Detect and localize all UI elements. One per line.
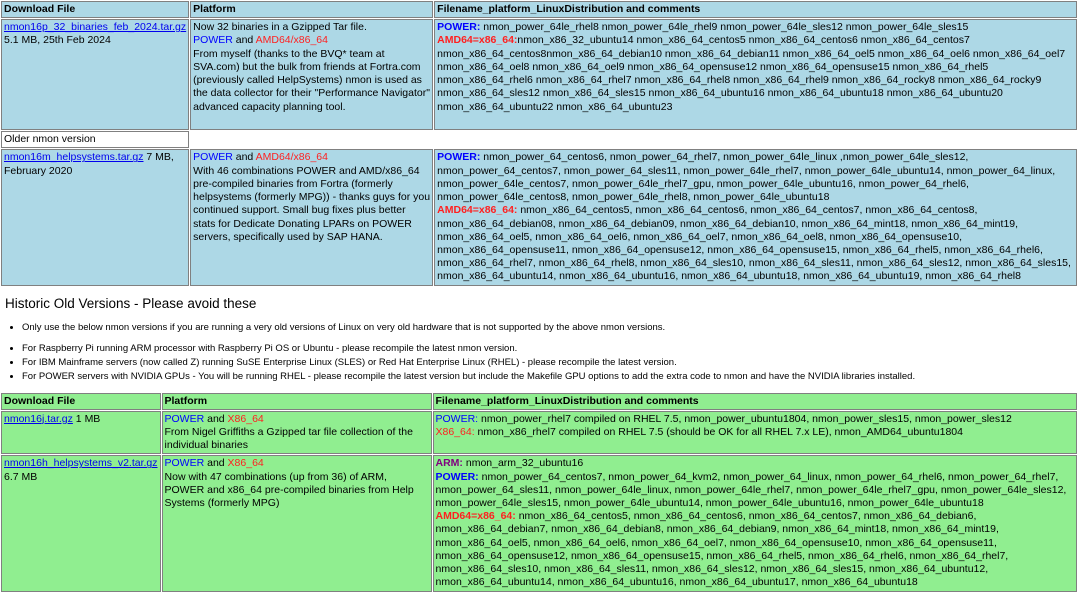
- x86-list: nmon_x86_rhel7 compiled on RHEL 7.5 (should be OK for all RHEL 7.x LE), nmon_AMD64_ubuntu1804: [474, 425, 963, 438]
- download-link-nmon16j[interactable]: nmon16j.tar.gz: [4, 412, 73, 425]
- platform-desc: From Nigel Griffiths a Gzipped tar file collection of the individual binaries: [164, 425, 413, 452]
- file-meta: 1 MB: [72, 412, 101, 425]
- power-label: POWER:: [437, 21, 481, 34]
- x86-label: X86_64:: [435, 425, 475, 438]
- table-row: [1, 411, 1077, 455]
- platform-x86: X86_64: [227, 412, 264, 425]
- platform-cell: [190, 149, 433, 285]
- amd-label: AMD64=x86_64:: [437, 204, 518, 217]
- amd-label: AMD64=x86_64:: [435, 510, 516, 523]
- older-version-label: Older nmon version: [1, 131, 189, 148]
- platform-desc: Now with 47 combinations (up from 36) of ARM, POWER and x86_64 pre-compiled binaries from Help Systems (formerly MPG): [164, 470, 414, 510]
- arm-list: nmon_arm_32_ubuntu16: [462, 457, 584, 470]
- list-item: • For Raspberry Pi running ARM processor with Raspberry Pi OS or Ubuntu - please recompile the latest nmon version.: [22, 343, 1080, 355]
- table-header-row: [1, 1, 1077, 18]
- download-link-nmon16p[interactable]: nmon16p_32_binaries_feb_2024.tar.gz: [4, 21, 187, 34]
- amd-list: nmon_x86_32_ubuntu14 nmon_x86_64_centos5 nmon_x86_64_centos6 nmon_x86_64_centos7 nmon_x86_64_centos8nmon_x86_64_debian10 nmon_x86_64_debian11 nmon_x86_64_oel5 nmon_x86_64_oel6 nmon_x86_64_oel7 nmon_x86_64_oel8 nmon_x86_64_oel9 nmon_x86_64_opensuse12 nmon_x86_64_opensuse15 nmon_x86_64_rhel5 nmon_x86_64_rhel6 nmon_x86_64_rhel7 nmon_x86_64_rhel8 nmon_x86_64_rhel9 nmon_x86_64_rocky8 nmon_x86_64_rocky9 nmon_x86_64_sles12 nmon_x86_64_sles15 nmon_x86_64_ubuntu16 nmon_x86_64_ubuntu18 nmon_x86_64_ubuntu20 nmon_x86_64_ubuntu22 nmon_x86_64_ubuntu23: [437, 34, 1066, 113]
- arm-label: ARM:: [435, 457, 463, 470]
- col-filename: Filename_platform_LinuxDistribution and comments: [434, 1, 1077, 18]
- amd-list: nmon_x86_64_centos5, nmon_x86_64_centos6, nmon_x86_64_centos7, nmon_x86_64_debian6, nmon_x86_64_debian7, nmon_x86_64_debian8, nmon_x86_64_debian9, nmon_x86_64_mint18, nmon_x86_64_mint19, nmon_x86_64_oel5, nmon_x86_64_oel6, nmon_x86_64_oel7, nmon_x86_64_opensuse10, nmon_x86_64_opensuse11, nmon_x86_64_opensuse12, nmon_x86_64_opensuse15, nmon_x86_64_rhel5, nmon_x86_64_rhel6, nmon_x86_64_rhel7, nmon_x86_64_sles10, nmon_x86_64_sles11, nmon_x86_64_sles12, nmon_x86_64_sles15, nmon_x86_64_ubuntu12, nmon_x86_64_ubuntu14, nmon_x86_64_ubuntu16, nmon_x86_64_ubuntu17, nmon_x86_64_ubuntu18: [435, 510, 1009, 589]
- platform-power: POWER: [164, 457, 205, 470]
- list-item: • For IBM Mainframe servers (now called Z) running SuSE Enterprise Linux (SLES) or Red Hat Enterprise Linux (RHEL) - please recompile the latest version.: [22, 357, 1080, 369]
- col-platform: Platform: [162, 393, 432, 410]
- historic-heading: Historic Old Versions - Please avoid these: [5, 295, 257, 311]
- historic-downloads-table: [0, 392, 1078, 593]
- download-cell: [1, 411, 161, 455]
- platform-and: and: [204, 412, 228, 425]
- list-item: • Only use the below nmon versions if you are running a very old versions of Linux on very old hardware that is not supported by the above nmon versions.: [22, 322, 1080, 334]
- power-list: nmon_power_64_centos6, nmon_power_64_rhel7, nmon_power_64le_linux ,nmon_power_64le_sles12, nmon_power_64_centos7, nmon_power_64_sles11, nmon_power_64le_rhel7, nmon_power_64le_ubuntu14, nmon_power_64_linux, nmon_power_64le_centos7, nmon_power_64le_rhel7_gpu, nmon_power_64le_ubuntu16, nmon_power_64_rhel6, nmon_power_64le_centos8, nmon_power_64le_rhel8, nmon_power_64le_ubuntu18: [437, 151, 1056, 204]
- file-meta: 5.1 MB, 25th Feb 2024: [4, 34, 111, 47]
- table-row: [1, 19, 1077, 130]
- col-platform: Platform: [190, 1, 433, 18]
- file-meta: 7 MB, February 2020: [4, 151, 174, 177]
- col-filename: Filename_platform_LinuxDistribution and comments: [433, 393, 1077, 410]
- historic-recompile-list: [0, 343, 1080, 383]
- download-link-nmon16h[interactable]: nmon16h_helpsystems_v2.tar.gz: [4, 457, 158, 470]
- power-label: POWER:: [435, 412, 479, 425]
- platform-amd: AMD64/x86_64: [255, 151, 328, 164]
- power-label: POWER:: [437, 151, 481, 164]
- filename-cell: [433, 411, 1077, 455]
- table-row: [1, 149, 1077, 285]
- col-download-file: Download File: [1, 393, 161, 410]
- older-version-spacer: [190, 131, 1077, 148]
- file-meta: 6.7 MB: [4, 470, 38, 483]
- download-link-nmon16m[interactable]: nmon16m_helpsystems.tar.gz: [4, 151, 144, 164]
- platform-and: and: [232, 34, 256, 47]
- filename-cell: [433, 455, 1077, 591]
- platform-desc-2: From myself (thanks to the BVQ* team at SVA.com) but the bulk from friends at Fortra.com (previously called HelpSystems) nmon is used as the data collector for their "Performance Navigator" advanced capacity planning tool.: [193, 47, 430, 113]
- power-list: nmon_power_rhel7 compiled on RHEL 7.5, nmon_power_ubuntu1804, nmon_power_sles15, nmon_power_sles12: [478, 412, 1012, 425]
- filename-cell: [434, 19, 1077, 130]
- power-list: nmon_power_64le_rhel8 nmon_power_64le_rhel9 nmon_power_64le_sles12 nmon_power_64le_sles15: [480, 21, 969, 34]
- platform-x86: X86_64: [227, 457, 264, 470]
- platform-power: POWER: [193, 151, 233, 164]
- table-row: [1, 455, 1077, 591]
- older-version-row: [1, 131, 1077, 148]
- list-item: • For POWER servers with NVIDIA GPUs - You will be running RHEL - please recompile the latest version but include the Makefile GPU options to add the extra code to nmon and have the NVIDIA libraries installed.: [22, 371, 1080, 383]
- power-label: POWER:: [435, 470, 479, 483]
- download-cell: [1, 19, 189, 130]
- power-list: nmon_power_64_centos7, nmon_power_64_kvm2, nmon_power_64_linux, nmon_power_64_rhel6, nmon_power_64_rhel7, nmon_power_64_sles11, nmon_power_64le_linux, nmon_power_64le_rhel7, nmon_power_64le_rhel7_gpu, nmon_power_64le_sles12, nmon_power_64le_sles15, nmon_power_64le_ubuntu14, nmon_power_64le_ubuntu16, nmon_power_64le_ubuntu18: [435, 470, 1067, 510]
- table-header-row: [1, 393, 1077, 410]
- filename-cell: [434, 149, 1077, 285]
- current-downloads-table: [0, 0, 1078, 287]
- platform-desc: With 46 combinations POWER and AMD/x86_64 pre-compiled binaries from Fortra (formerly helpsystems (formerly MPG)) - thanks guys for you continued support. Small bug fixes plus better stats for Dedicate Donating LPARs on POWER servers, specifically used by SAP HANA.: [193, 164, 431, 243]
- platform-and: and: [204, 457, 228, 470]
- historic-note-list: [0, 322, 1080, 334]
- platform-power: POWER: [193, 34, 233, 47]
- platform-cell: [162, 411, 432, 455]
- col-download-file: Download File: [1, 1, 189, 18]
- amd-label: AMD64=x86_64:: [437, 34, 518, 47]
- platform-desc: Now 32 binaries in a Gzipped Tar file.: [193, 21, 367, 34]
- download-cell: [1, 149, 189, 285]
- platform-power: POWER: [164, 412, 205, 425]
- amd-list: nmon_x86_64_centos5, nmon_x86_64_centos6, nmon_x86_64_centos7, nmon_x86_64_centos8, nmon_x86_64_debian08, nmon_x86_64_debian09, nmon_x86_64_debian10, nmon_x86_64_mint18, nmon_x86_64_mint19, nmon_x86_64_oel5, nmon_x86_64_oel6, nmon_x86_64_oel7, nmon_x86_64_oel8, nmon_x86_64_opensuse10, nmon_x86_64_opensuse11, nmon_x86_64_opensuse12, nmon_x86_64_opensuse15, nmon_x86_64_rhel5, nmon_x86_64_rhel6, nmon_x86_64_rhel7, nmon_x86_64_rhel8, nmon_x86_64_sles10, nmon_x86_64_sles11, nmon_x86_64_sles12, nmon_x86_64_sles15, nmon_x86_64_ubuntu14, nmon_x86_64_ubuntu16, nmon_x86_64_ubuntu18, nmon_x86_64_ubuntu19, nmon_x86_64_rhel8: [437, 204, 1071, 283]
- platform-amd: AMD64/x86_64: [255, 34, 328, 47]
- platform-cell: [190, 19, 433, 130]
- download-cell: [1, 455, 161, 591]
- platform-and: and: [232, 151, 256, 164]
- platform-cell: [162, 455, 432, 591]
